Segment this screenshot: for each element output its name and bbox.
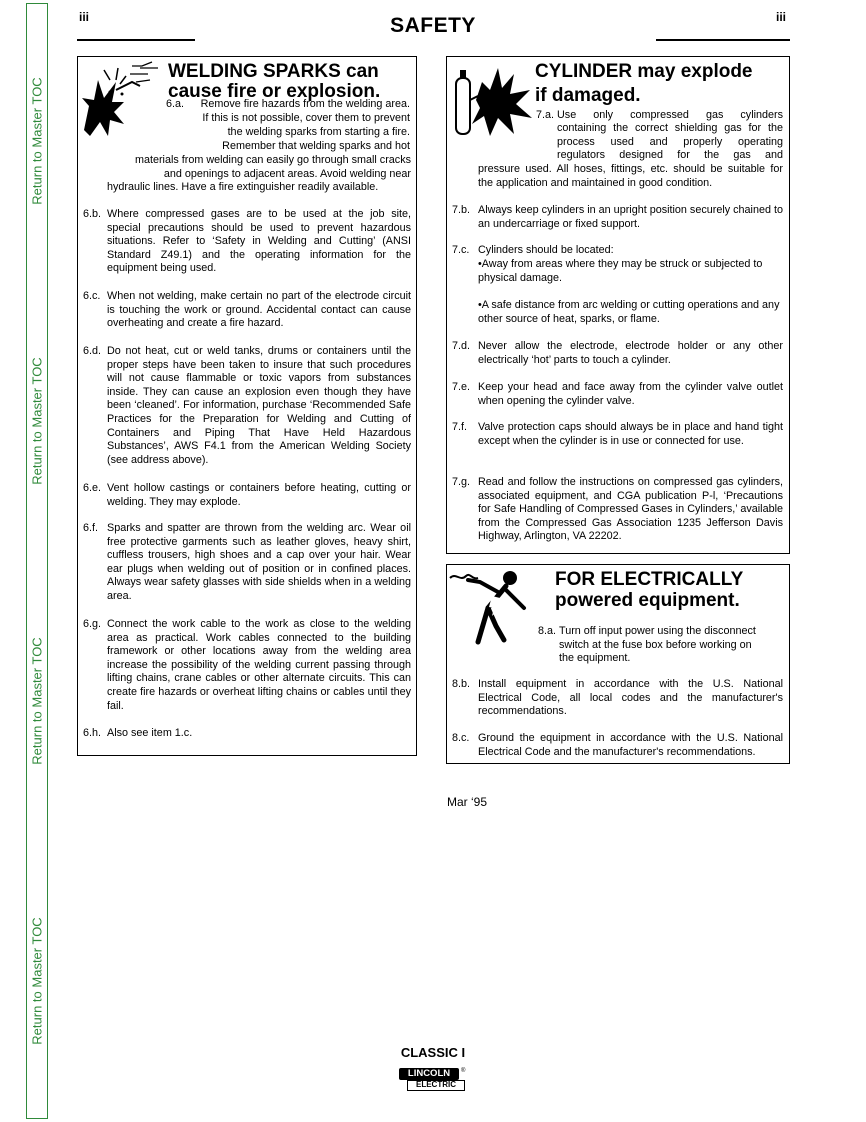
cylinder-title-2: if damaged. bbox=[535, 85, 641, 106]
sparks-explosion-icon bbox=[80, 60, 168, 138]
logo-lincoln: LINCOLN bbox=[399, 1068, 459, 1080]
header-rule-right bbox=[656, 39, 790, 41]
item-6a-line: and openings to adjacent areas. Avoid welding near bbox=[163, 168, 411, 180]
cylinder-title-1: CYLINDER may explode bbox=[535, 61, 753, 82]
electric-shock-icon bbox=[448, 568, 532, 646]
item-8a-line: the equipment. bbox=[559, 652, 631, 664]
lincoln-electric-logo bbox=[399, 1068, 465, 1091]
item-8a-line: Turn off input power using the disconnect bbox=[559, 625, 756, 637]
item-8a-line: switch at the fuse box before working on bbox=[559, 639, 752, 651]
item-6a-line: materials from welding can easily go through small cracks bbox=[134, 154, 411, 166]
electrical-title-1: FOR ELECTRICALLY bbox=[555, 569, 744, 590]
item-7a-line: regulators designed for the gas and bbox=[557, 149, 783, 161]
cylinder-explosion-icon bbox=[450, 60, 534, 138]
item-6a-number: 6.a. bbox=[166, 98, 185, 110]
item-6a-line: Remember that welding sparks and hot bbox=[222, 140, 410, 152]
page-number-left: iii bbox=[79, 10, 90, 24]
logo-electric: ELECTRIC bbox=[407, 1080, 465, 1091]
item-6a-line: Remove fire hazards from the welding area. bbox=[200, 98, 410, 110]
item-7a-line: Use only compressed gas cylinders bbox=[557, 109, 783, 121]
item-7a-line: process used and properly operating bbox=[557, 136, 783, 148]
item-6a-line: hydraulic lines. Have a fire extinguisher readily available. bbox=[107, 181, 379, 193]
model-name: CLASSIC I bbox=[400, 1045, 466, 1060]
sparks-title-2: cause fire or explosion. bbox=[168, 81, 381, 102]
item-7c-bullet-2: •A safe distance from arc welding or cutting operations and any other source of heat, sparks, or flame. bbox=[478, 299, 780, 325]
item-8a-number: 8.a. bbox=[538, 625, 557, 637]
item-7a-number: 7.a. bbox=[536, 109, 555, 121]
electrical-title-2: powered equipment. bbox=[555, 590, 740, 611]
page-number-right: iii bbox=[776, 10, 787, 24]
item-7a-line: the application and maintained in good condition. bbox=[478, 177, 713, 189]
header-rule-left bbox=[77, 39, 195, 41]
sparks-title-1: WELDING SPARKS can bbox=[168, 61, 379, 82]
revision-date: Mar ‘95 bbox=[447, 795, 488, 809]
item-7a-line: containing the correct shielding gas for the bbox=[557, 122, 783, 134]
item-7c-bullet-1: •Away from areas where they may be struck or subjected to physical damage. bbox=[478, 258, 763, 284]
item-7a-line: pressure used. All hoses, fittings, etc. should be suitable for bbox=[478, 163, 783, 175]
item-6a-line: If this is not possible, cover them to prevent bbox=[202, 112, 410, 124]
registered-mark: ® bbox=[461, 1068, 466, 1074]
item-6a-line: the welding sparks from starting a fire. bbox=[227, 126, 410, 138]
page-title: SAFETY bbox=[390, 14, 476, 37]
